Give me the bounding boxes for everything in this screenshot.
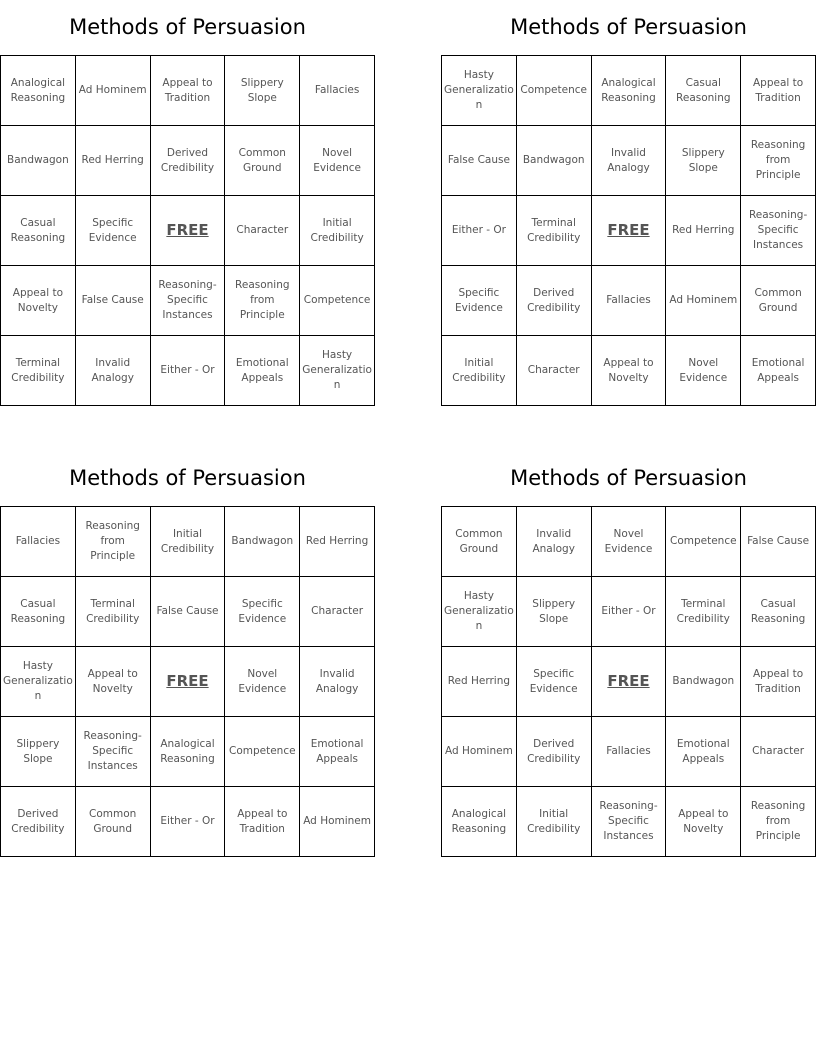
bingo-cell: Hasty Generalization bbox=[1, 647, 76, 717]
bingo-cell: Appeal to Novelty bbox=[1, 266, 76, 336]
bingo-cell: Derived Credibility bbox=[517, 717, 592, 787]
bingo-cell: Emotional Appeals bbox=[741, 336, 816, 406]
bingo-cell: Slippery Slope bbox=[225, 56, 300, 126]
bingo-cell: Derived Credibility bbox=[517, 266, 592, 336]
bingo-cell: Novel Evidence bbox=[225, 647, 300, 717]
bingo-cell: Red Herring bbox=[442, 647, 517, 717]
bingo-cell: Appeal to Tradition bbox=[741, 647, 816, 717]
bingo-cell: Reasoning from Principle bbox=[741, 126, 816, 196]
bingo-cell: Initial Credibility bbox=[300, 196, 375, 266]
bingo-cell: Competence bbox=[300, 266, 375, 336]
bingo-cell: Analogical Reasoning bbox=[592, 56, 667, 126]
bingo-cell: Fallacies bbox=[1, 507, 76, 577]
bingo-cell: Common Ground bbox=[442, 507, 517, 577]
bingo-cell: Reasoning-Specific Instances bbox=[741, 196, 816, 266]
bingo-cell: Common Ground bbox=[76, 787, 151, 857]
bingo-cell: Appeal to Novelty bbox=[76, 647, 151, 717]
bingo-cell: Reasoning-Specific Instances bbox=[592, 787, 667, 857]
bingo-cell: Reasoning from Principle bbox=[76, 507, 151, 577]
bingo-cell: Ad Hominem bbox=[300, 787, 375, 857]
bingo-cell: Novel Evidence bbox=[300, 126, 375, 196]
bingo-cell: False Cause bbox=[442, 126, 517, 196]
bingo-cell: Red Herring bbox=[300, 507, 375, 577]
card-title: Methods of Persuasion bbox=[510, 15, 747, 39]
card-title: Methods of Persuasion bbox=[510, 466, 747, 490]
bingo-cell: Appeal to Tradition bbox=[225, 787, 300, 857]
bingo-cell: Bandwagon bbox=[225, 507, 300, 577]
bingo-cell: Specific Evidence bbox=[225, 577, 300, 647]
bingo-cell: Slippery Slope bbox=[1, 717, 76, 787]
bingo-cell: Red Herring bbox=[76, 126, 151, 196]
bingo-cell: Invalid Analogy bbox=[76, 336, 151, 406]
bingo-cell: Hasty Generalization bbox=[442, 577, 517, 647]
bingo-cell: Competence bbox=[517, 56, 592, 126]
bingo-cell: Reasoning from Principle bbox=[741, 787, 816, 857]
bingo-cell: Initial Credibility bbox=[442, 336, 517, 406]
bingo-cell: Analogical Reasoning bbox=[442, 787, 517, 857]
free-space-cell: FREE bbox=[151, 647, 226, 717]
bingo-cell: Bandwagon bbox=[666, 647, 741, 717]
bingo-cell: Bandwagon bbox=[1, 126, 76, 196]
bingo-grid bbox=[0, 506, 375, 857]
bingo-cell: Appeal to Tradition bbox=[151, 56, 226, 126]
bingo-cell: Specific Evidence bbox=[517, 647, 592, 717]
bingo-cell: Common Ground bbox=[225, 126, 300, 196]
bingo-cell: Ad Hominem bbox=[442, 717, 517, 787]
bingo-cell: Terminal Credibility bbox=[1, 336, 76, 406]
card-title: Methods of Persuasion bbox=[69, 466, 306, 490]
bingo-cell: Analogical Reasoning bbox=[1, 56, 76, 126]
bingo-cell: Bandwagon bbox=[517, 126, 592, 196]
bingo-cell: Novel Evidence bbox=[592, 507, 667, 577]
bingo-cell: Slippery Slope bbox=[517, 577, 592, 647]
bingo-cell: Emotional Appeals bbox=[300, 717, 375, 787]
bingo-cell: False Cause bbox=[741, 507, 816, 577]
bingo-cell: Appeal to Tradition bbox=[741, 56, 816, 126]
bingo-cell: Character bbox=[517, 336, 592, 406]
bingo-cell: Appeal to Novelty bbox=[666, 787, 741, 857]
bingo-cell: Either - Or bbox=[151, 787, 226, 857]
bingo-cell: Derived Credibility bbox=[151, 126, 226, 196]
free-space-cell: FREE bbox=[592, 196, 667, 266]
bingo-cell: Competence bbox=[666, 507, 741, 577]
bingo-cell: Terminal Credibility bbox=[517, 196, 592, 266]
free-space-cell: FREE bbox=[151, 196, 226, 266]
bingo-cell: Specific Evidence bbox=[442, 266, 517, 336]
bingo-cell: Competence bbox=[225, 717, 300, 787]
bingo-cell: Hasty Generalization bbox=[300, 336, 375, 406]
bingo-cell: Derived Credibility bbox=[1, 787, 76, 857]
bingo-grid bbox=[441, 55, 816, 406]
bingo-cell: Common Ground bbox=[741, 266, 816, 336]
bingo-cell: Appeal to Novelty bbox=[592, 336, 667, 406]
bingo-cell: Casual Reasoning bbox=[1, 196, 76, 266]
bingo-cell: Casual Reasoning bbox=[1, 577, 76, 647]
bingo-cell: Fallacies bbox=[592, 717, 667, 787]
bingo-cell: Red Herring bbox=[666, 196, 741, 266]
bingo-cell: Character bbox=[225, 196, 300, 266]
bingo-cell: Invalid Analogy bbox=[517, 507, 592, 577]
bingo-cell: Terminal Credibility bbox=[666, 577, 741, 647]
bingo-cell: Initial Credibility bbox=[151, 507, 226, 577]
bingo-cell: Analogical Reasoning bbox=[151, 717, 226, 787]
bingo-cell: Fallacies bbox=[592, 266, 667, 336]
bingo-cell: Initial Credibility bbox=[517, 787, 592, 857]
bingo-cell: Casual Reasoning bbox=[666, 56, 741, 126]
bingo-cell: Ad Hominem bbox=[666, 266, 741, 336]
bingo-cell: Ad Hominem bbox=[76, 56, 151, 126]
bingo-cell: Character bbox=[741, 717, 816, 787]
bingo-cell: Reasoning-Specific Instances bbox=[151, 266, 226, 336]
bingo-grid bbox=[441, 506, 816, 857]
bingo-cell: Specific Evidence bbox=[76, 196, 151, 266]
bingo-cell: Hasty Generalization bbox=[442, 56, 517, 126]
bingo-cell: Either - Or bbox=[151, 336, 226, 406]
bingo-cell: Casual Reasoning bbox=[741, 577, 816, 647]
bingo-cell: Invalid Analogy bbox=[300, 647, 375, 717]
bingo-cell: Invalid Analogy bbox=[592, 126, 667, 196]
bingo-cell: False Cause bbox=[151, 577, 226, 647]
bingo-grid bbox=[0, 55, 375, 406]
bingo-cell: False Cause bbox=[76, 266, 151, 336]
bingo-cell: Either - Or bbox=[442, 196, 517, 266]
bingo-cell: Slippery Slope bbox=[666, 126, 741, 196]
bingo-cell: Either - Or bbox=[592, 577, 667, 647]
bingo-cell: Reasoning-Specific Instances bbox=[76, 717, 151, 787]
bingo-cell: Terminal Credibility bbox=[76, 577, 151, 647]
bingo-cell: Reasoning from Principle bbox=[225, 266, 300, 336]
bingo-cell: Emotional Appeals bbox=[225, 336, 300, 406]
free-space-cell: FREE bbox=[592, 647, 667, 717]
bingo-cell: Character bbox=[300, 577, 375, 647]
bingo-cell: Emotional Appeals bbox=[666, 717, 741, 787]
bingo-cell: Fallacies bbox=[300, 56, 375, 126]
card-title: Methods of Persuasion bbox=[69, 15, 306, 39]
bingo-cell: Novel Evidence bbox=[666, 336, 741, 406]
